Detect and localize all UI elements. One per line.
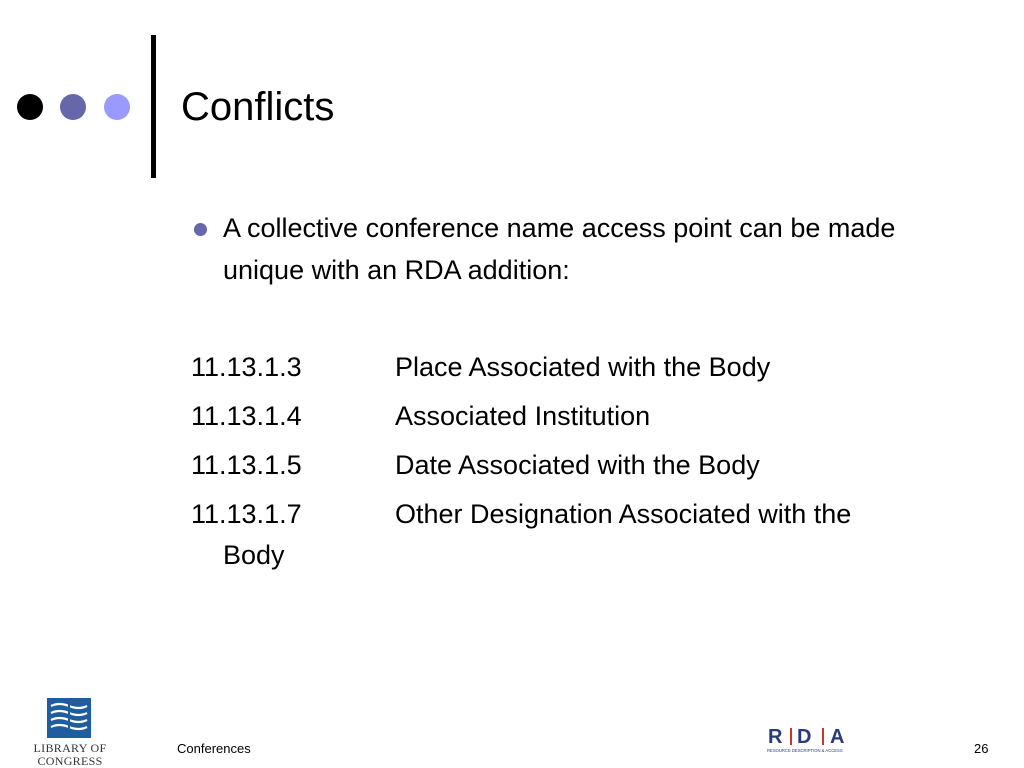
rule-number: 11.13.1.4 xyxy=(191,401,302,431)
rule-number: 11.13.1.7 xyxy=(191,499,302,529)
rule-number: 11.13.1.5 xyxy=(191,450,302,480)
rule-description: Place Associated with the Body xyxy=(395,352,771,382)
bullet-icon xyxy=(194,223,207,236)
rule-description-continuation: Body xyxy=(223,540,285,570)
rule-list xyxy=(191,346,961,570)
rda-letter-a: A xyxy=(830,726,845,748)
rule-description: Other Designation Associated with the xyxy=(395,499,852,529)
rule-description: Associated Institution xyxy=(395,401,651,431)
loc-logo-line1: LIBRARY OF xyxy=(33,741,107,755)
loc-logo-line2: CONGRESS xyxy=(37,754,103,768)
slide-title: Conflicts xyxy=(181,85,335,129)
rda-logo xyxy=(766,724,864,754)
decorative-dot-black xyxy=(17,94,43,120)
rule-row xyxy=(191,395,961,444)
rule-row xyxy=(191,493,961,570)
footer-label: Conferences xyxy=(177,741,251,756)
rda-separator xyxy=(822,728,824,745)
title-divider xyxy=(151,35,156,178)
decorative-dot-dark-purple xyxy=(60,94,86,120)
bullet-text: A collective conference name access point can be made unique with an RDA addition: xyxy=(223,213,896,285)
loc-book-icon xyxy=(47,698,91,738)
rule-row xyxy=(191,444,961,493)
rda-separator xyxy=(790,728,792,745)
rule-row xyxy=(191,346,961,395)
loc-logo-text xyxy=(30,742,110,768)
library-of-congress-logo xyxy=(30,698,110,768)
page-number: 26 xyxy=(974,741,989,756)
rda-letter-d: D xyxy=(797,726,812,748)
rda-tagline: RESOURCE DESCRIPTION & ACCESS xyxy=(767,748,843,753)
rule-description: Date Associated with the Body xyxy=(395,450,760,480)
rda-letter-r: R xyxy=(768,726,783,748)
rule-number: 11.13.1.3 xyxy=(191,352,302,382)
bullet-item xyxy=(191,207,936,291)
decorative-dot-light-purple xyxy=(104,94,130,120)
